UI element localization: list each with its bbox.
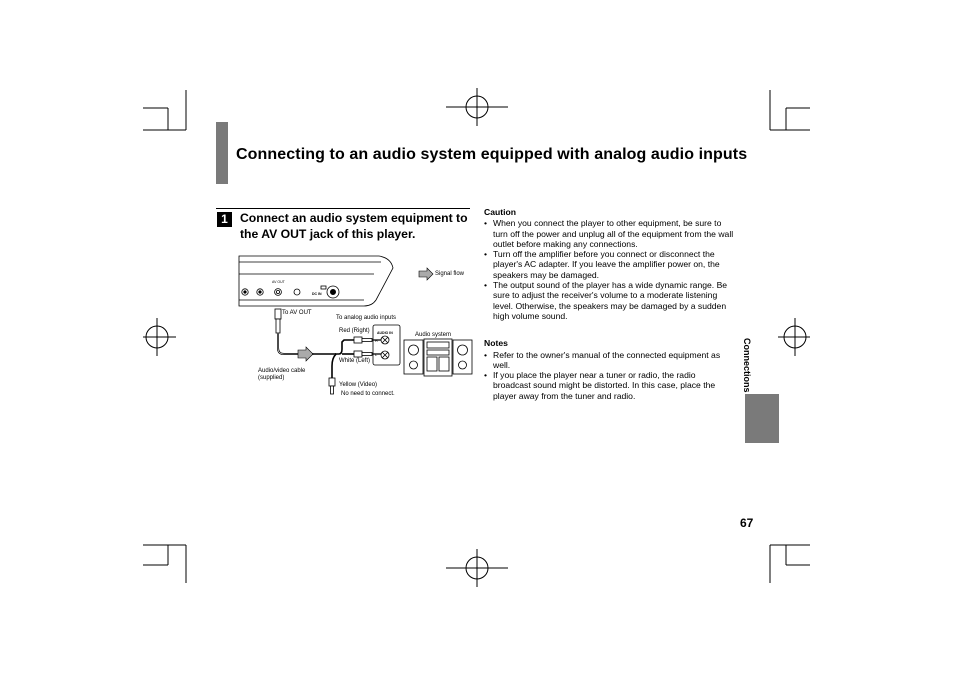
page-number: 67 (740, 516, 754, 530)
page-title: Connecting to an audio system equipped with analog audio inputs (236, 146, 748, 163)
caution-item: • When you connect the player to other equipment, be sure to turn off the power and unplug all of the equipment from the wall outlet before making any connections. (484, 218, 734, 249)
label-panel-audio-in: AUDIO IN (377, 331, 393, 335)
title-accent-bar (216, 122, 228, 184)
caution-heading: Caution (484, 207, 516, 217)
label-cable: Audio/video cable (258, 368, 306, 374)
label-yellow-video: Yellow (Video) (339, 382, 378, 388)
label-panel-r: R (375, 338, 378, 343)
caution-notes-column (484, 207, 734, 401)
label-to-av-out: To AV OUT (282, 310, 312, 316)
notes-heading: Notes (484, 338, 508, 349)
step-divider (216, 208, 470, 209)
caution-item: • Turn off the amplifier before you connect or disconnect the player's AC adapter. If you leave the amplifier power on, the speakers may be damaged. (484, 249, 734, 280)
notes-item: • Refer to the owner's manual of the connected equipment as well. (484, 350, 734, 371)
label-player-av-out: AV OUT (272, 280, 285, 284)
notes-list (484, 350, 734, 401)
label-to-analog-inputs: To analog audio inputs (336, 315, 397, 321)
connection-diagram (236, 250, 476, 405)
label-panel-l: L (375, 352, 378, 357)
step-instruction: Connect an audio system equipment to the AV OUT jack of this player. (240, 211, 468, 241)
label-white-left: White (Left) (339, 358, 371, 364)
caution-list (484, 218, 734, 321)
label-player-dc-in: DC IN (312, 292, 322, 296)
label-signal-flow: Signal flow (435, 271, 465, 277)
section-tab-label: Connections (742, 338, 752, 393)
label-audio-system: Audio system (415, 332, 452, 338)
notes-item: • If you place the player near a tuner or radio, the radio broadcast sound might be distorted. In this case, place the player away from the tuner and radio. (484, 370, 734, 401)
caution-item: • The output sound of the player has a wide dynamic range. Be sure to adjust the receiver's volume to a moderate listening level. Otherwise, the speakers may be damaged by a sudden high volume sound. (484, 280, 734, 321)
notes-section (484, 338, 734, 401)
label-no-need: No need to connect. (341, 391, 395, 397)
label-red-right: Red (Right) (339, 328, 370, 334)
section-tab-marker (745, 394, 779, 443)
step-number-badge: 1 (217, 212, 232, 227)
label-cable-supplied: (supplied) (258, 375, 285, 381)
